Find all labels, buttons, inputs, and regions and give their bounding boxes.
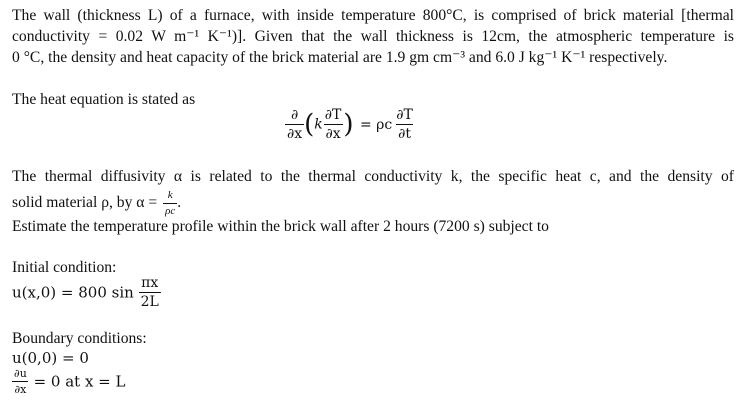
problem-line-1: The wall (thickness L) of a furnace, with inside temperature 800°C, is comprised of brick material [thermal (12, 7, 734, 24)
partial-symbol: ∂ (290, 107, 299, 123)
initial-condition-den: 2L (140, 294, 159, 310)
open-paren: ( (304, 109, 315, 140)
heat-equation (285, 108, 415, 141)
partial-T: ∂T (324, 107, 342, 123)
initial-condition-lhs: u(x,0) = 800 sin (12, 283, 134, 302)
diffusivity-fraction (163, 190, 177, 217)
diffusivity-den: ρc (165, 205, 176, 217)
close-paren: ) (343, 109, 354, 140)
d-dx-fraction (285, 108, 304, 141)
partial-x: ∂x (287, 126, 303, 142)
initial-condition-heading: Initial condition: (12, 259, 117, 276)
diffusivity-num: k (167, 189, 173, 201)
partial-t: ∂t (398, 126, 411, 142)
dT-dt-fraction (394, 108, 415, 141)
dx: ∂x (14, 383, 27, 396)
equals-rho-c: = ρc (359, 116, 393, 133)
partial-T-2: ∂T (396, 107, 413, 123)
diffusivity-suffix: . (177, 194, 182, 212)
problem-line-3: 0 °C, the density and heat capacity of the brick material are 1.9 gm cm⁻³ and 6.0 J kg⁻¹ K⁻¹ respectively. (12, 49, 668, 66)
diffusivity-line-1: The thermal diffusivity α is related to the thermal conductivity k, the specific heat c, and the density of (12, 168, 734, 185)
bc2-rest: = 0 at x = L (33, 372, 126, 391)
task-statement: Estimate the temperature profile within the brick wall after 2 hours (7200 s) subject to (12, 218, 549, 235)
du: ∂u (14, 367, 27, 380)
initial-condition-num: πx (141, 275, 159, 291)
problem-line-2: conductivity = 0.02 W m⁻¹ K⁻¹)]. Given that the wall thickness is 12cm, the atmospheric temperature is (12, 28, 734, 45)
boundary-conditions-heading: Boundary conditions: (12, 330, 147, 347)
boundary-condition-2 (12, 368, 125, 395)
conductivity-k: k (314, 116, 323, 133)
partial-x-2: ∂x (325, 126, 341, 142)
dT-dx-fraction (323, 108, 344, 141)
diffusivity-line-2 (12, 190, 181, 217)
diffusivity-prefix: solid material ρ, by α = (12, 194, 158, 212)
initial-condition-fraction (139, 276, 161, 309)
initial-condition-equation (12, 276, 161, 309)
boundary-condition-1: u(0,0) = 0 (12, 349, 89, 367)
du-dx-fraction (12, 368, 29, 395)
heat-equation-intro: The heat equation is stated as (12, 91, 196, 108)
